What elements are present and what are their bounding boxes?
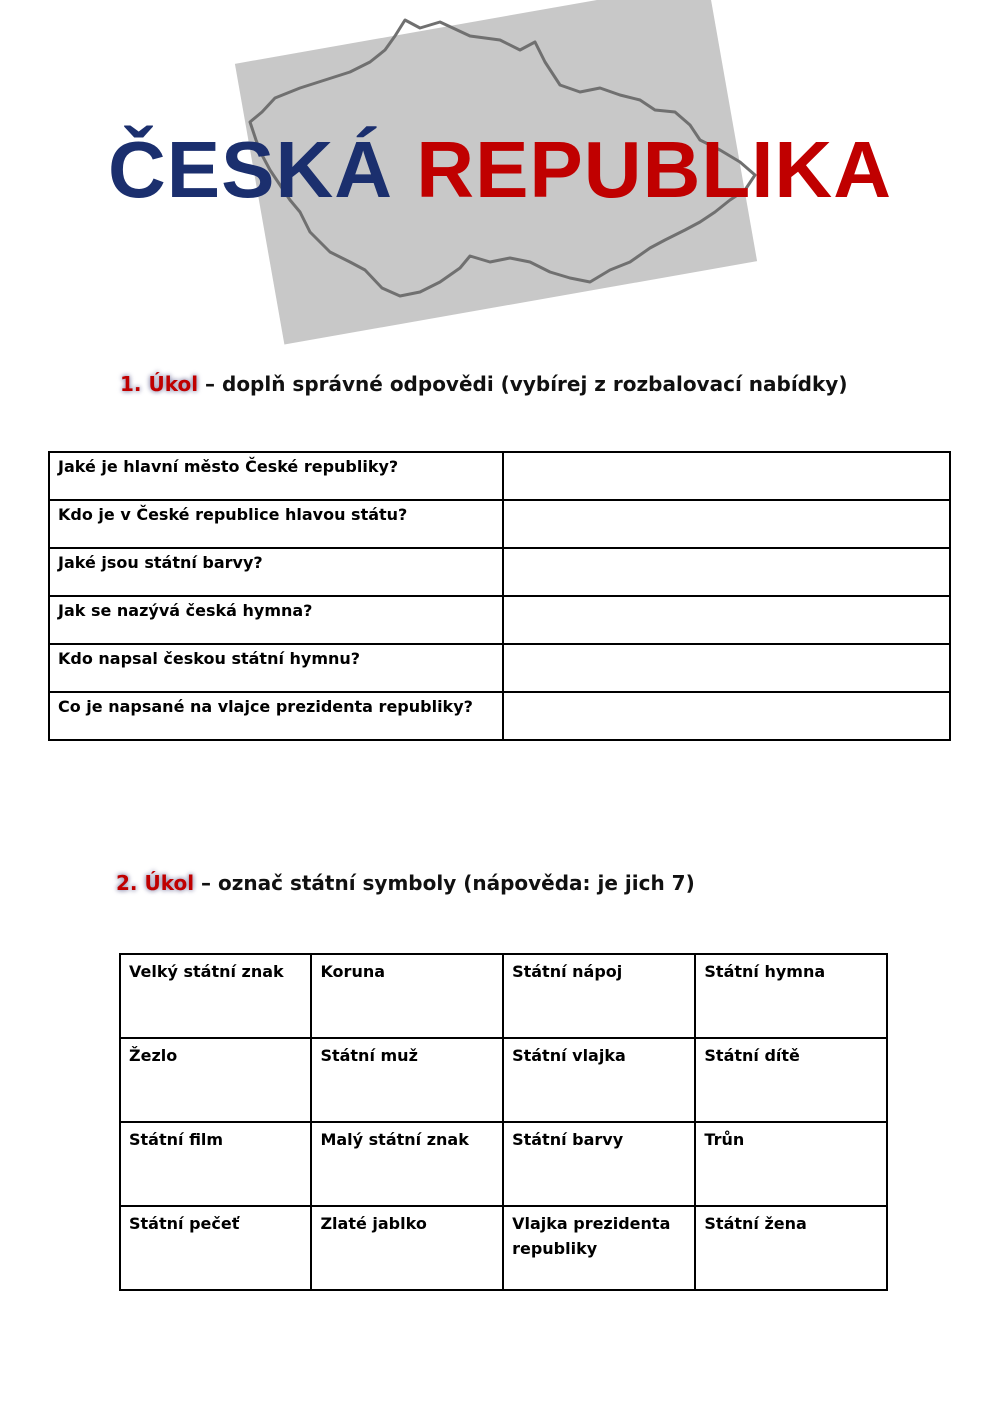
task1-heading <box>120 372 847 396</box>
question-cell: Kdo je v České republice hlavou státu? <box>49 500 503 548</box>
title-word-1: ČESKÁ <box>108 125 394 214</box>
symbol-option[interactable]: Velký státní znak <box>120 954 311 1038</box>
question-cell: Kdo napsal českou státní hymnu? <box>49 644 503 692</box>
question-cell: Co je napsané na vlajce prezidenta republiky? <box>49 692 503 740</box>
task2-heading <box>116 871 695 895</box>
symbol-option[interactable]: Státní vlajka <box>503 1038 695 1122</box>
task1-instruction: – doplň správné odpovědi (vybírej z rozbalovací nabídky) <box>198 372 848 396</box>
answer-dropdown[interactable] <box>503 452 950 500</box>
page-title <box>0 120 1000 220</box>
grid-row <box>120 1038 887 1122</box>
question-cell: Jak se nazývá česká hymna? <box>49 596 503 644</box>
symbol-option[interactable]: Státní pečeť <box>120 1206 311 1290</box>
symbol-option[interactable]: Státní žena <box>695 1206 887 1290</box>
symbol-option[interactable]: Státní barvy <box>503 1122 695 1206</box>
symbol-option[interactable]: Koruna <box>311 954 503 1038</box>
answer-dropdown[interactable] <box>503 500 950 548</box>
task1-number: 1. Úkol <box>120 372 199 396</box>
symbol-option[interactable]: Vlajka prezidenta republiky <box>503 1206 695 1290</box>
table-row <box>49 500 950 548</box>
answer-dropdown[interactable] <box>503 596 950 644</box>
grid-row <box>120 954 887 1038</box>
symbol-option[interactable]: Trůn <box>695 1122 887 1206</box>
symbol-option[interactable]: Zlaté jablko <box>311 1206 503 1290</box>
table-row <box>49 548 950 596</box>
table-row <box>49 692 950 740</box>
symbol-option[interactable]: Žezlo <box>120 1038 311 1122</box>
grid-row <box>120 1206 887 1290</box>
symbol-option[interactable]: Státní nápoj <box>503 954 695 1038</box>
answer-dropdown[interactable] <box>503 644 950 692</box>
question-cell: Jaké jsou státní barvy? <box>49 548 503 596</box>
symbol-option[interactable]: Státní hymna <box>695 954 887 1038</box>
table-row <box>49 644 950 692</box>
symbol-option[interactable]: Státní film <box>120 1122 311 1206</box>
table-row <box>49 452 950 500</box>
question-cell: Jaké je hlavní město České republiky? <box>49 452 503 500</box>
table-row <box>49 596 950 644</box>
symbol-option[interactable]: Státní muž <box>311 1038 503 1122</box>
task2-instruction: – označ státní symboly (nápověda: je jich 7) <box>194 871 695 895</box>
task2-grid <box>119 953 888 1291</box>
symbol-option[interactable]: Malý státní znak <box>311 1122 503 1206</box>
title-word-2: REPUBLIKA <box>416 125 892 214</box>
grid-row <box>120 1122 887 1206</box>
answer-dropdown[interactable] <box>503 692 950 740</box>
task2-number: 2. Úkol <box>116 871 195 895</box>
symbol-option[interactable]: Státní dítě <box>695 1038 887 1122</box>
task1-table <box>48 451 951 741</box>
answer-dropdown[interactable] <box>503 548 950 596</box>
